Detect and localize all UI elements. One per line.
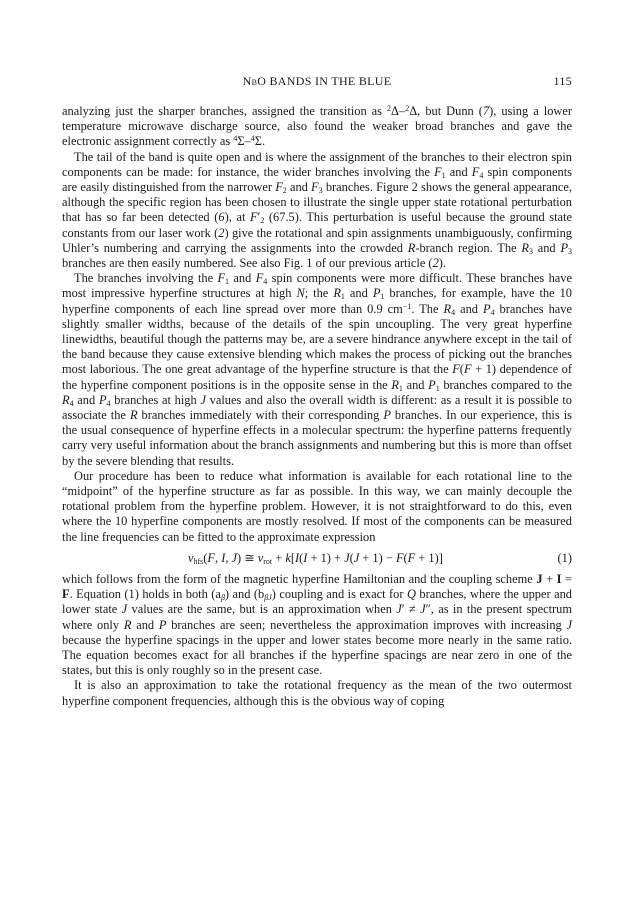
paragraph-6: It is also an approximation to take the rotational frequency as the mean of the two outermost hyperfine component frequencies, although this is the obvious way of coping (62, 678, 572, 708)
page-number: 115 (553, 74, 572, 88)
paragraph-5: which follows from the form of the magnetic hyperfine Hamiltonian and the coupling scheme J + I = F. Equation (1) holds in both $(a_\beta)$ and $(b_{\beta J})$ coupling and is exact for Q branches, where the upper and lower state J values are the same, but is an approximation when J′ ≠ J″, as in the present spectrum where only R and P branches are seen; nevertheless the approximation improves with increasing J because the hyperfine spacings in the upper and lower states become more nearly in the same ratio. The equation becomes exact for all branches if the hyperfine spacings are near zero in one of the states, but this is only roughly so in the present case. (62, 571, 572, 678)
body-text (62, 104, 572, 709)
running-head: NbO BANDS IN THE BLUE (242, 74, 392, 88)
equation-number: (1) (557, 550, 572, 565)
paragraph-4: Our procedure has been to reduce what information is available for each rotational line to the “midpoint” of the hyperfine structure as far as possible. In this way, we can mainly decouple the rotational problem from the hyperfine problem. However, it is not straightforward to do this, even where the 10 hyperfine components are mostly resolved. If most of the components can be measured the line frequencies can be fitted to the approximate expression (62, 468, 572, 544)
equation-1 (62, 550, 572, 567)
paragraph-1: analyzing just the sharper branches, assigned the transition as $^2$Δ–$^2$Δ, but Dunn (7), using a lower temperature microwave discharge source, also found the weaker broad branches and gave the electronic assignment correctly as $^4$Σ–$^4$Σ. (62, 104, 572, 149)
paragraph-3: The branches involving the $F_1$ and $F_4$ spin components were more difficult. These branches have most impressive hyperfine structures at high N; the $R_1$ and $P_1$ branches, for example, have the 10 hyperfine components of each line spread over more than 0.9 $cm^{-1}$. The $R_4$ and $P_4$ branches have slightly smaller widths, because of the details of the spin uncoupling. The very great hyperfine linewidths, beautiful though the patterns may be, are a severe hindrance anywhere except in the tail of the band because they cause extensive blending which makes the process of picking out the branches most laborious. The one great advantage of the hyperfine structure is that the F(F + 1) dependence of the hyperfine component positions is in the opposite sense in the $R_1$ and $P_1$ branches compared to the $R_4$ and $P_4$ branches at high J values and also the overall width is different: as a result it is possible to associate the R branches immediately with their corresponding P branches. In our experience, this is the usual consequence of hyperfine effects in a molecular spectrum: the hyperfine patterns frequently carry very useful information about the branch assignments and numbering but this is more than offset by the severe blending that results. (62, 271, 573, 468)
page-header (62, 74, 572, 90)
paragraph-2: The tail of the band is quite open and is where the assignment of the branches to their electron spin components can be made: for instance, the wider branches involving the $F_1$ and $F_4$ spin components are easily distinguished from the narrower $F_2$ and $F_3$ branches. Figure 2 shows the general appearance, although the specific region has been chosen to illustrate the single upper state rotational perturbation that has so far been detected (6), at $F'_2$ (67.5). This perturbation is useful because the ground state constants from our laser work (2) give the rotational and spin assignments unambiguously, confirming Uhler’s numbering and carrying the assignments into the crowded R-branch region. The $R_3$ and $P_3$ branches are then easily numbered. See also Fig. 1 of our previous article (2). (62, 149, 573, 271)
equation-expression: $\nu_{hfs}(F$, I, J) ≅ $\nu_{rot} + k[I(I + 1) + J(J + 1) - F(F + 1)]$ (188, 550, 443, 566)
